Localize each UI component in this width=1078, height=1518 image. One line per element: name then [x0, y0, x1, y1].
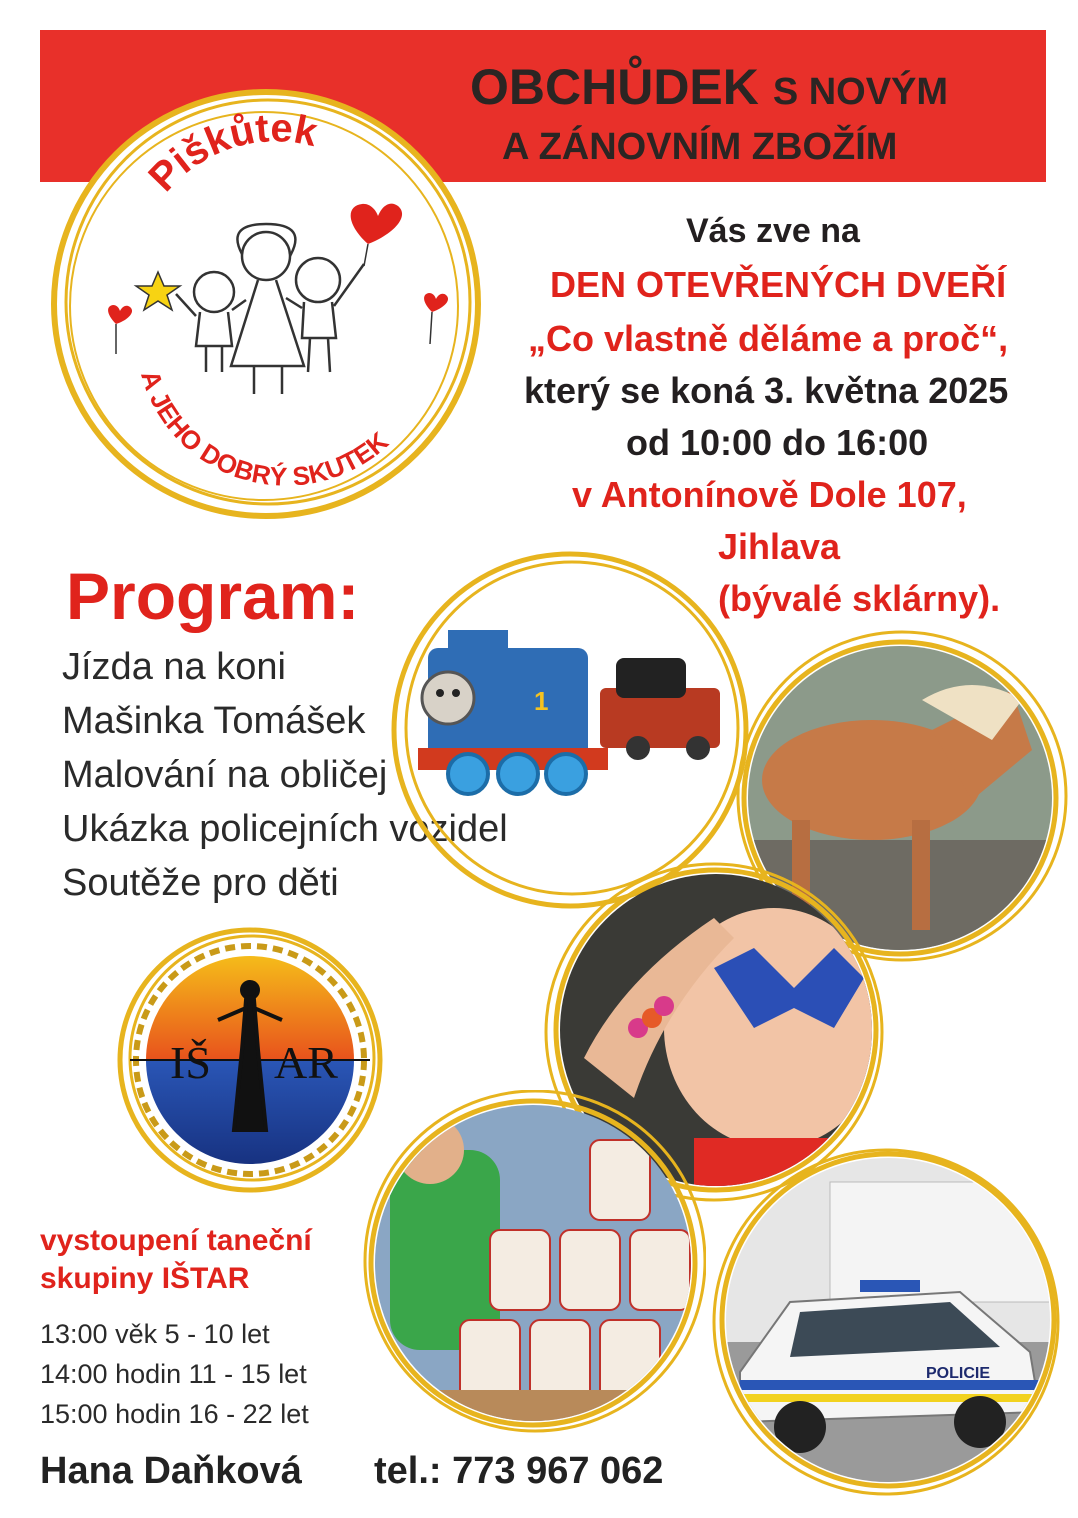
piskutek-logo: [46, 84, 486, 524]
list-item: Jízda na koni: [62, 646, 286, 688]
photo-can-game: [360, 1090, 706, 1436]
contact-phone: tel.: 773 967 062: [374, 1450, 664, 1492]
shop-title-line-2: A ZÁNOVNÍM ZBOŽÍM: [502, 126, 898, 168]
logo-top-text: Piškůtek: [140, 106, 322, 200]
istar-letters-left: IŠ: [170, 1037, 211, 1088]
police-label: POLICIE: [926, 1365, 991, 1382]
event-subtitle: „Co vlastně děláme a proč“,: [528, 318, 1009, 359]
photo-police-car: [710, 1142, 1066, 1498]
train-icon: [418, 630, 720, 794]
list-item: Mašinka Tomášek: [62, 700, 366, 742]
dance-schedule: [40, 1314, 309, 1434]
logo-bottom-text: A JEHO DOBRÝ SKUTEK: [135, 366, 394, 492]
list-item: Malování na obličej: [62, 754, 388, 796]
list-item: Ukázka policejních vozidel: [62, 808, 508, 850]
list-item: Soutěže pro děti: [62, 862, 339, 904]
contact-name: Hana Daňková: [40, 1450, 302, 1492]
event-address-line-1: v Antonínově Dole 107,: [572, 474, 967, 515]
program-title: Program:: [66, 559, 360, 633]
schedule-item: 15:00 hodin 16 - 22 let: [40, 1399, 309, 1429]
schedule-item: 13:00 věk 5 - 10 let: [40, 1319, 270, 1349]
schedule-item: 14:00 hodin 11 - 15 let: [40, 1359, 307, 1389]
event-address-line-2: Jihlava: [718, 526, 841, 567]
event-date: který se koná 3. května 2025: [524, 370, 1009, 411]
shop-title-line-1: OBCHŮDEK S NOVÝM: [470, 59, 949, 115]
invite-text: Vás zve na: [686, 212, 860, 250]
event-time: od 10:00 do 16:00: [626, 422, 929, 463]
event-address-note: (bývalé sklárny).: [718, 578, 1001, 619]
istar-logo: [100, 920, 400, 1200]
event-name: DEN OTEVŘENÝCH DVEŘÍ: [550, 264, 1007, 305]
dance-title: vystoupení taneční skupiny IŠTAR: [40, 1224, 312, 1295]
train-number: 1: [534, 686, 549, 716]
istar-letters-right: AR: [274, 1037, 338, 1088]
